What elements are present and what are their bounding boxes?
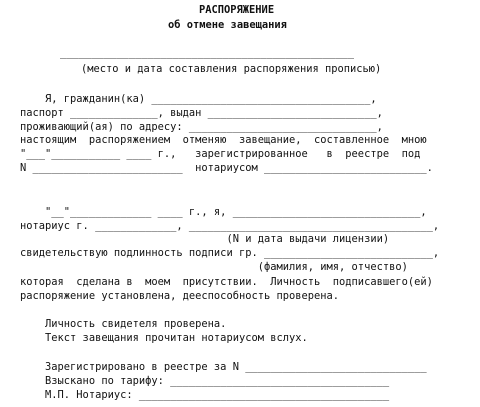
license-hint: (N и дата выдачи лицензии) (20, 233, 390, 245)
place-date-blank: _______________________________________________ (60, 47, 355, 59)
capacity-line: распоряжение установлена, дееспособность проверена. (20, 290, 340, 302)
notary-city-line: нотариус г. _____________, _______________________________________, (20, 220, 440, 232)
seal-notary-line: М.П. Нотариус: ________________________________________ (20, 389, 390, 401)
witness-line: Личность свидетеля проверена. (20, 318, 227, 330)
signature-certify-line: свидетельствую подлинность подписи гр. ___________________________, (20, 247, 440, 259)
document-subtitle: об отмене завещания (168, 19, 287, 31)
citizen-line: Я, гражданин(ка) ___________________________________, (20, 93, 377, 105)
place-date-hint: (место и дата составления распоряжения прописью) (81, 63, 382, 75)
document-title: РАСПОРЯЖЕНИЕ (199, 4, 275, 16)
read-aloud-line: Текст завещания прочитан нотариусом вслух. (20, 332, 308, 344)
will-date-line: "___"___________ ____ г., зарегистрированное в реестре под (20, 148, 421, 160)
registered-line: Зарегистрировано в реестре за N _____________________________ (20, 361, 427, 373)
passport-line: паспорт ______________, выдан ___________________________, (20, 107, 383, 119)
revocation-line: настоящим распоряжением отменяю завещание, составленное мною (20, 134, 427, 146)
presence-line: которая сделана в моем присутствии. Личность подписавшего(ей) (20, 276, 433, 288)
tariff-line: Взыскано по тарифу: ___________________________________ (20, 375, 390, 387)
address-line: проживающий(ая) по адресу: ______________________________, (20, 121, 383, 133)
notary-date-line: "__"_____________ ____ г., я, ______________________________, (20, 206, 427, 218)
fullname-hint: (фамилия, имя, отчество) (20, 261, 408, 273)
registry-line: N ________________________ нотариусом __________________________. (20, 162, 433, 174)
